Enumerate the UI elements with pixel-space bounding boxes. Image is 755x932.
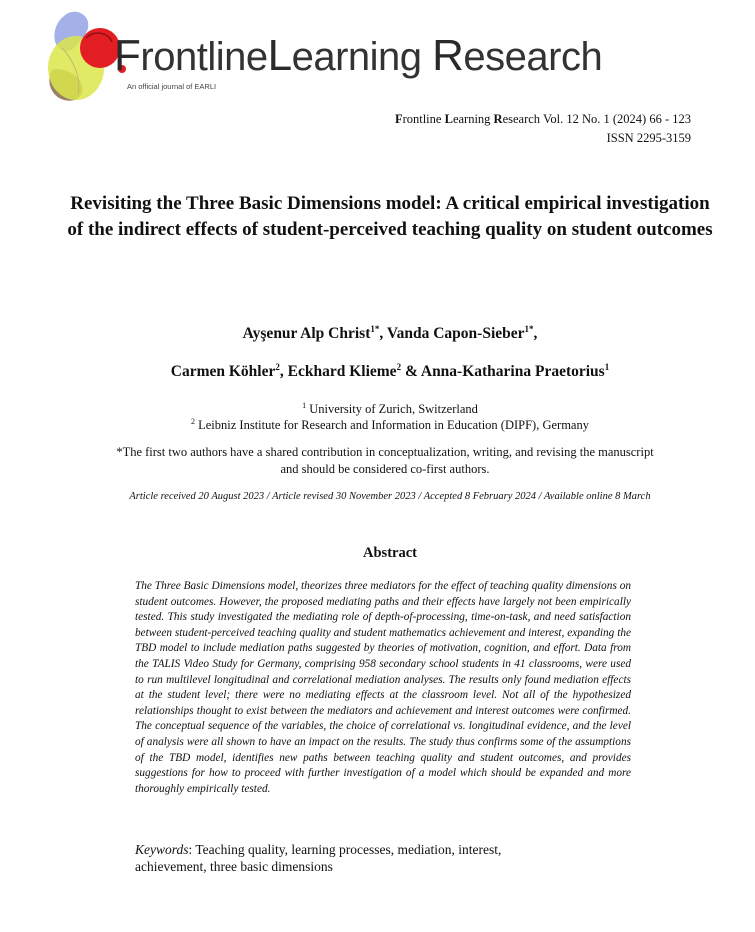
affiliation-1: $^1$ University of Zurich, Switzerland — [302, 401, 478, 417]
article-title: Revisiting the Three Basic Dimensions model: A critical empirical investigation of the indirect effects of student-perceived teaching quality on student outcomes — [67, 193, 713, 240]
abstract-text: The Three Basic Dimensions model, theorizes three mediators for the effect of teaching quality dimensions on student outcomes. However, the proposed mediating paths and their effects have largely not been empirically tested. This study investigated the mediating role of depth-of-processing, time-on-task, and need satisfaction between student-perceived teaching quality and student mathematics achievement and interest, expanding the TBD model to include mediation paths suggested by theories of motivation, cognition, and effort. Data from the TALIS Video Study for Germany, comprising 958 secondary school students in 41 classrooms, were used to run multilevel longitudinal and correlational mediation analyses. The results only found mediation effects at the student level; there were no mediating effects at the classroom level. Not all of the hypothesized relationships thought to exist between the mediators and achievement and interest outcomes were confirmed. The conceptual sequence of the variables, the choice of correlational vs. longitudinal evidence, and the level of analysis were all shown to have an impact on the results. The study thus confirms some of the assumptions of the TBD model, identifies new paths between teaching quality and student outcomes, and provides suggestions for how to proceed with further investigation of a model which should be expanded and more thoroughly empirically tested. — [135, 580, 631, 795]
journal-volume-line: Frontline Learning Research Vol. 12 No. 1 (2024) 66 - 123 — [394, 112, 691, 126]
author-line-1: Ayşenur Alp Christ$^{1*}$, Vanda Capon-Sieber$^{1*}$, — [242, 324, 538, 343]
journal-citation — [395, 110, 691, 148]
co-first-author-note: *The first two authors have a shared contribution in conceptualization, writing, and revising the manuscript and should be considered co-first authors. — [116, 445, 654, 476]
affiliation-2: $^2$ Leibniz Institute for Research and Information in Education (DIPF), Germany — [191, 417, 589, 433]
author-line-2: Carmen Köhler$^2$, Eckhard Klieme$^2$ & Anna-Katharina Praetorius$^1$ — [170, 362, 610, 381]
journal-issn: ISSN 2295-3159 — [606, 131, 691, 145]
article-dates: Article received 20 August 2023 / Article revised 30 November 2023 / Accepted 8 February 2024 / Available online 8 March — [129, 491, 651, 502]
abstract-heading: Abstract — [363, 545, 417, 561]
journal-brand-name: FrontlineLearning Research — [114, 31, 603, 80]
journal-brand-subtitle: An official journal of EARLI — [127, 82, 217, 91]
keywords: Keywords: Teaching quality, learning processes, mediation, interest, achievement, three basic dimensions — [135, 842, 502, 874]
